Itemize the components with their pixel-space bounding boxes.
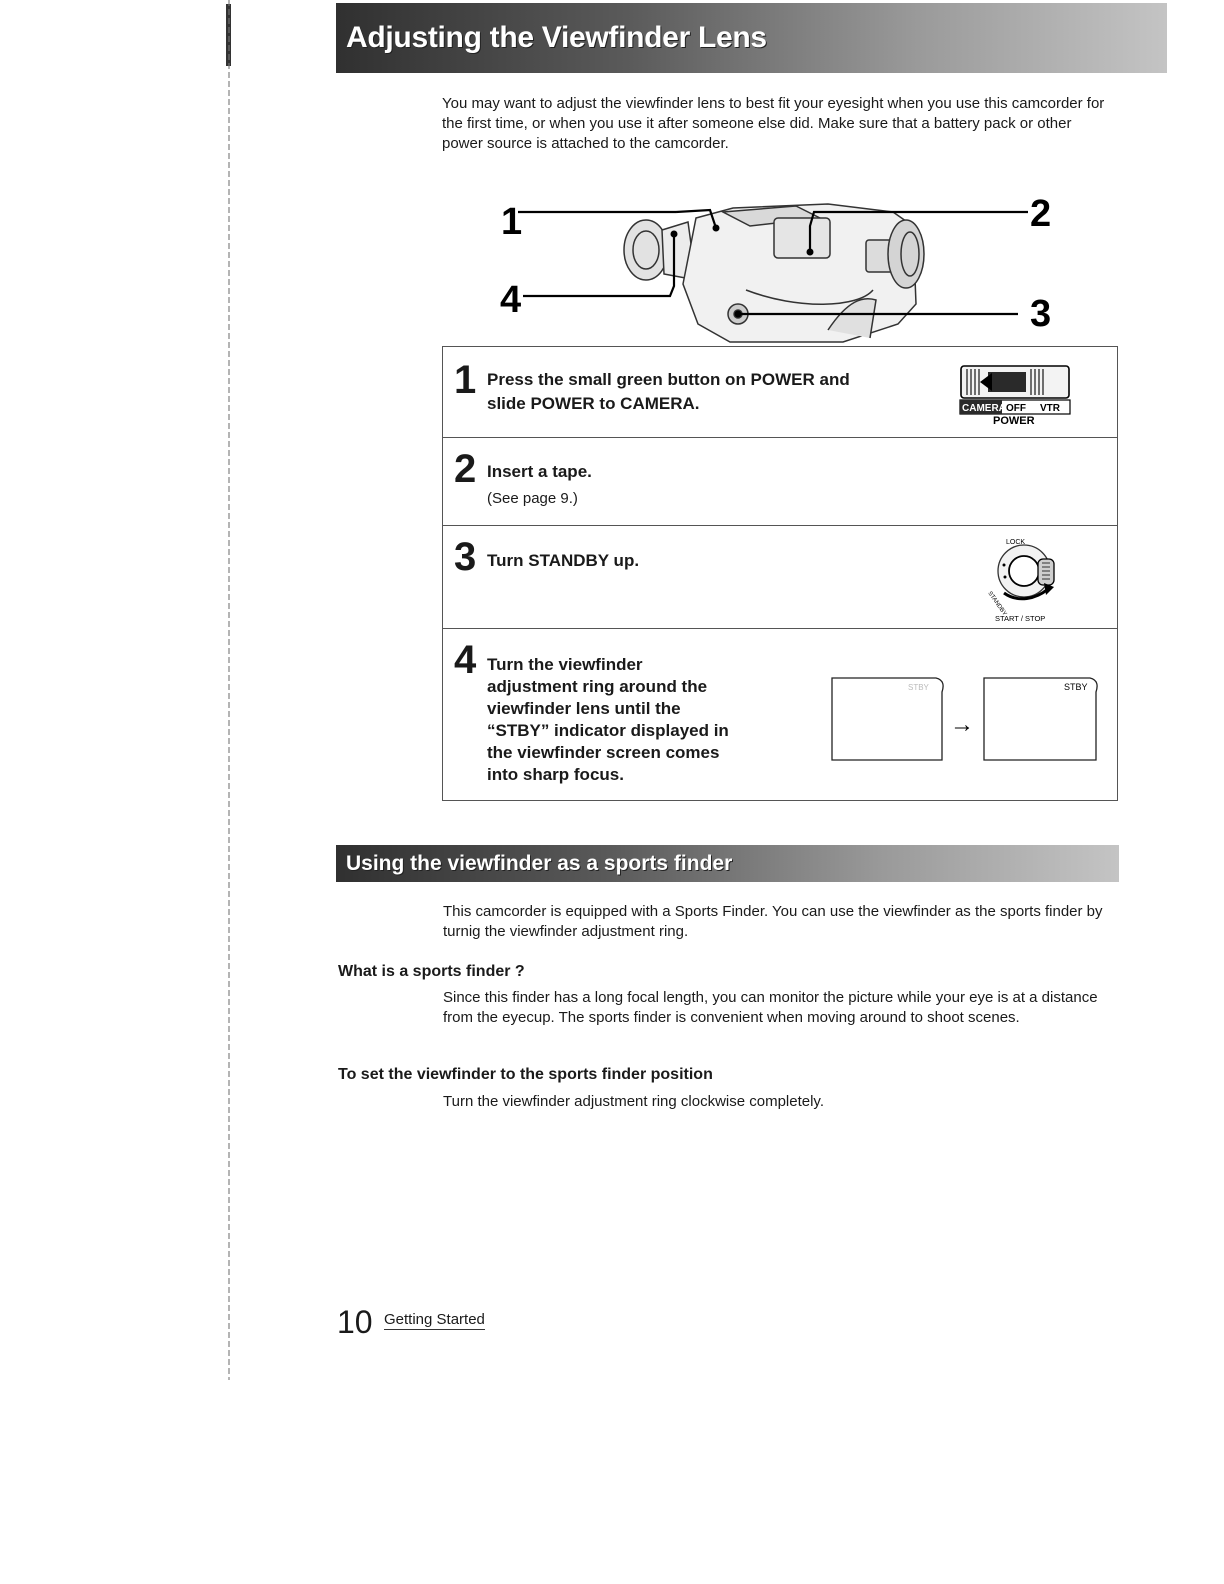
- power-position-vtr: VTR: [1040, 403, 1060, 414]
- paragraph-set-position: Turn the viewfinder adjustment ring clockwise completely.: [443, 1093, 824, 1110]
- callout-4: 4: [500, 279, 522, 321]
- section-label: Getting Started: [384, 1311, 485, 1328]
- step-line: into sharp focus.: [487, 765, 624, 784]
- camcorder-illustration: [624, 204, 924, 342]
- dial-lock-label: LOCK: [1006, 539, 1026, 546]
- steps-table: [442, 346, 1118, 801]
- power-label: POWER: [993, 415, 1035, 426]
- standby-dial-diagram: [980, 531, 1070, 627]
- sharp-stby-indicator: STBY: [1064, 682, 1088, 692]
- step-note: (See page 9.): [487, 490, 578, 507]
- camcorder-diagram: [498, 192, 1068, 350]
- step-number: 3: [454, 535, 477, 579]
- callout-1: 1: [501, 201, 523, 243]
- binding-line: [228, 0, 230, 1380]
- blurred-stby-indicator: STBY: [908, 683, 929, 692]
- step-number: 1: [454, 358, 477, 402]
- step-line: viewfinder lens until the: [487, 699, 681, 718]
- step-line: Turn the viewfinder: [487, 655, 643, 674]
- section-title: Using the viewfinder as a sports finder: [346, 851, 733, 875]
- dial-standby-label: STANDBY: [986, 590, 1008, 618]
- step-line: slide POWER to CAMERA.: [487, 394, 700, 413]
- intro-paragraph: You may want to adjust the viewfinder lens to best fit your eyesight when you use this camcorder for the first time, or when you use it after someone else did. Make sure that a battery pack or other power source is attached to the camcorder.: [442, 95, 1105, 152]
- step-line: Insert a tape.: [487, 462, 592, 481]
- viewfinder-focus-diagram: [828, 676, 1100, 766]
- callout-3: 3: [1030, 293, 1052, 335]
- step-line: Turn STANDBY up.: [487, 551, 640, 570]
- callout-2: 2: [1030, 193, 1052, 235]
- section-banner: [336, 845, 1119, 882]
- step-line: the viewfinder screen comes: [487, 743, 720, 762]
- page-title-banner: [336, 3, 1167, 73]
- dial-start-stop-label: START / STOP: [995, 614, 1046, 623]
- step-line: Press the small green button on POWER and: [487, 370, 850, 389]
- step-line: “STBY” indicator displayed in: [487, 721, 729, 740]
- subheading-what-is: What is a sports finder ?: [338, 963, 525, 980]
- subheading-set-position: To set the viewfinder to the sports finder position: [338, 1066, 713, 1083]
- power-position-camera: CAMERA: [962, 403, 1006, 414]
- section-intro: This camcorder is equipped with a Sports Finder. You can use the viewfinder as the sports finder by turnig the viewfinder adjustment ring.: [443, 903, 1103, 940]
- power-switch-diagram: [958, 364, 1090, 426]
- page-title: Adjusting the Viewfinder Lens: [346, 21, 767, 54]
- step-line: adjustment ring around the: [487, 677, 708, 696]
- step-number: 4: [454, 638, 477, 682]
- page-number: 10: [337, 1304, 373, 1340]
- step-number: 2: [454, 447, 477, 491]
- paragraph-what-is: Since this finder has a long focal length, you can monitor the picture while your eye is at a distance from the eyecup. The sports finder is convenient when moving around to shoot scenes.: [443, 989, 1098, 1026]
- power-position-off: OFF: [1006, 403, 1026, 414]
- arrow-icon: →: [950, 711, 974, 738]
